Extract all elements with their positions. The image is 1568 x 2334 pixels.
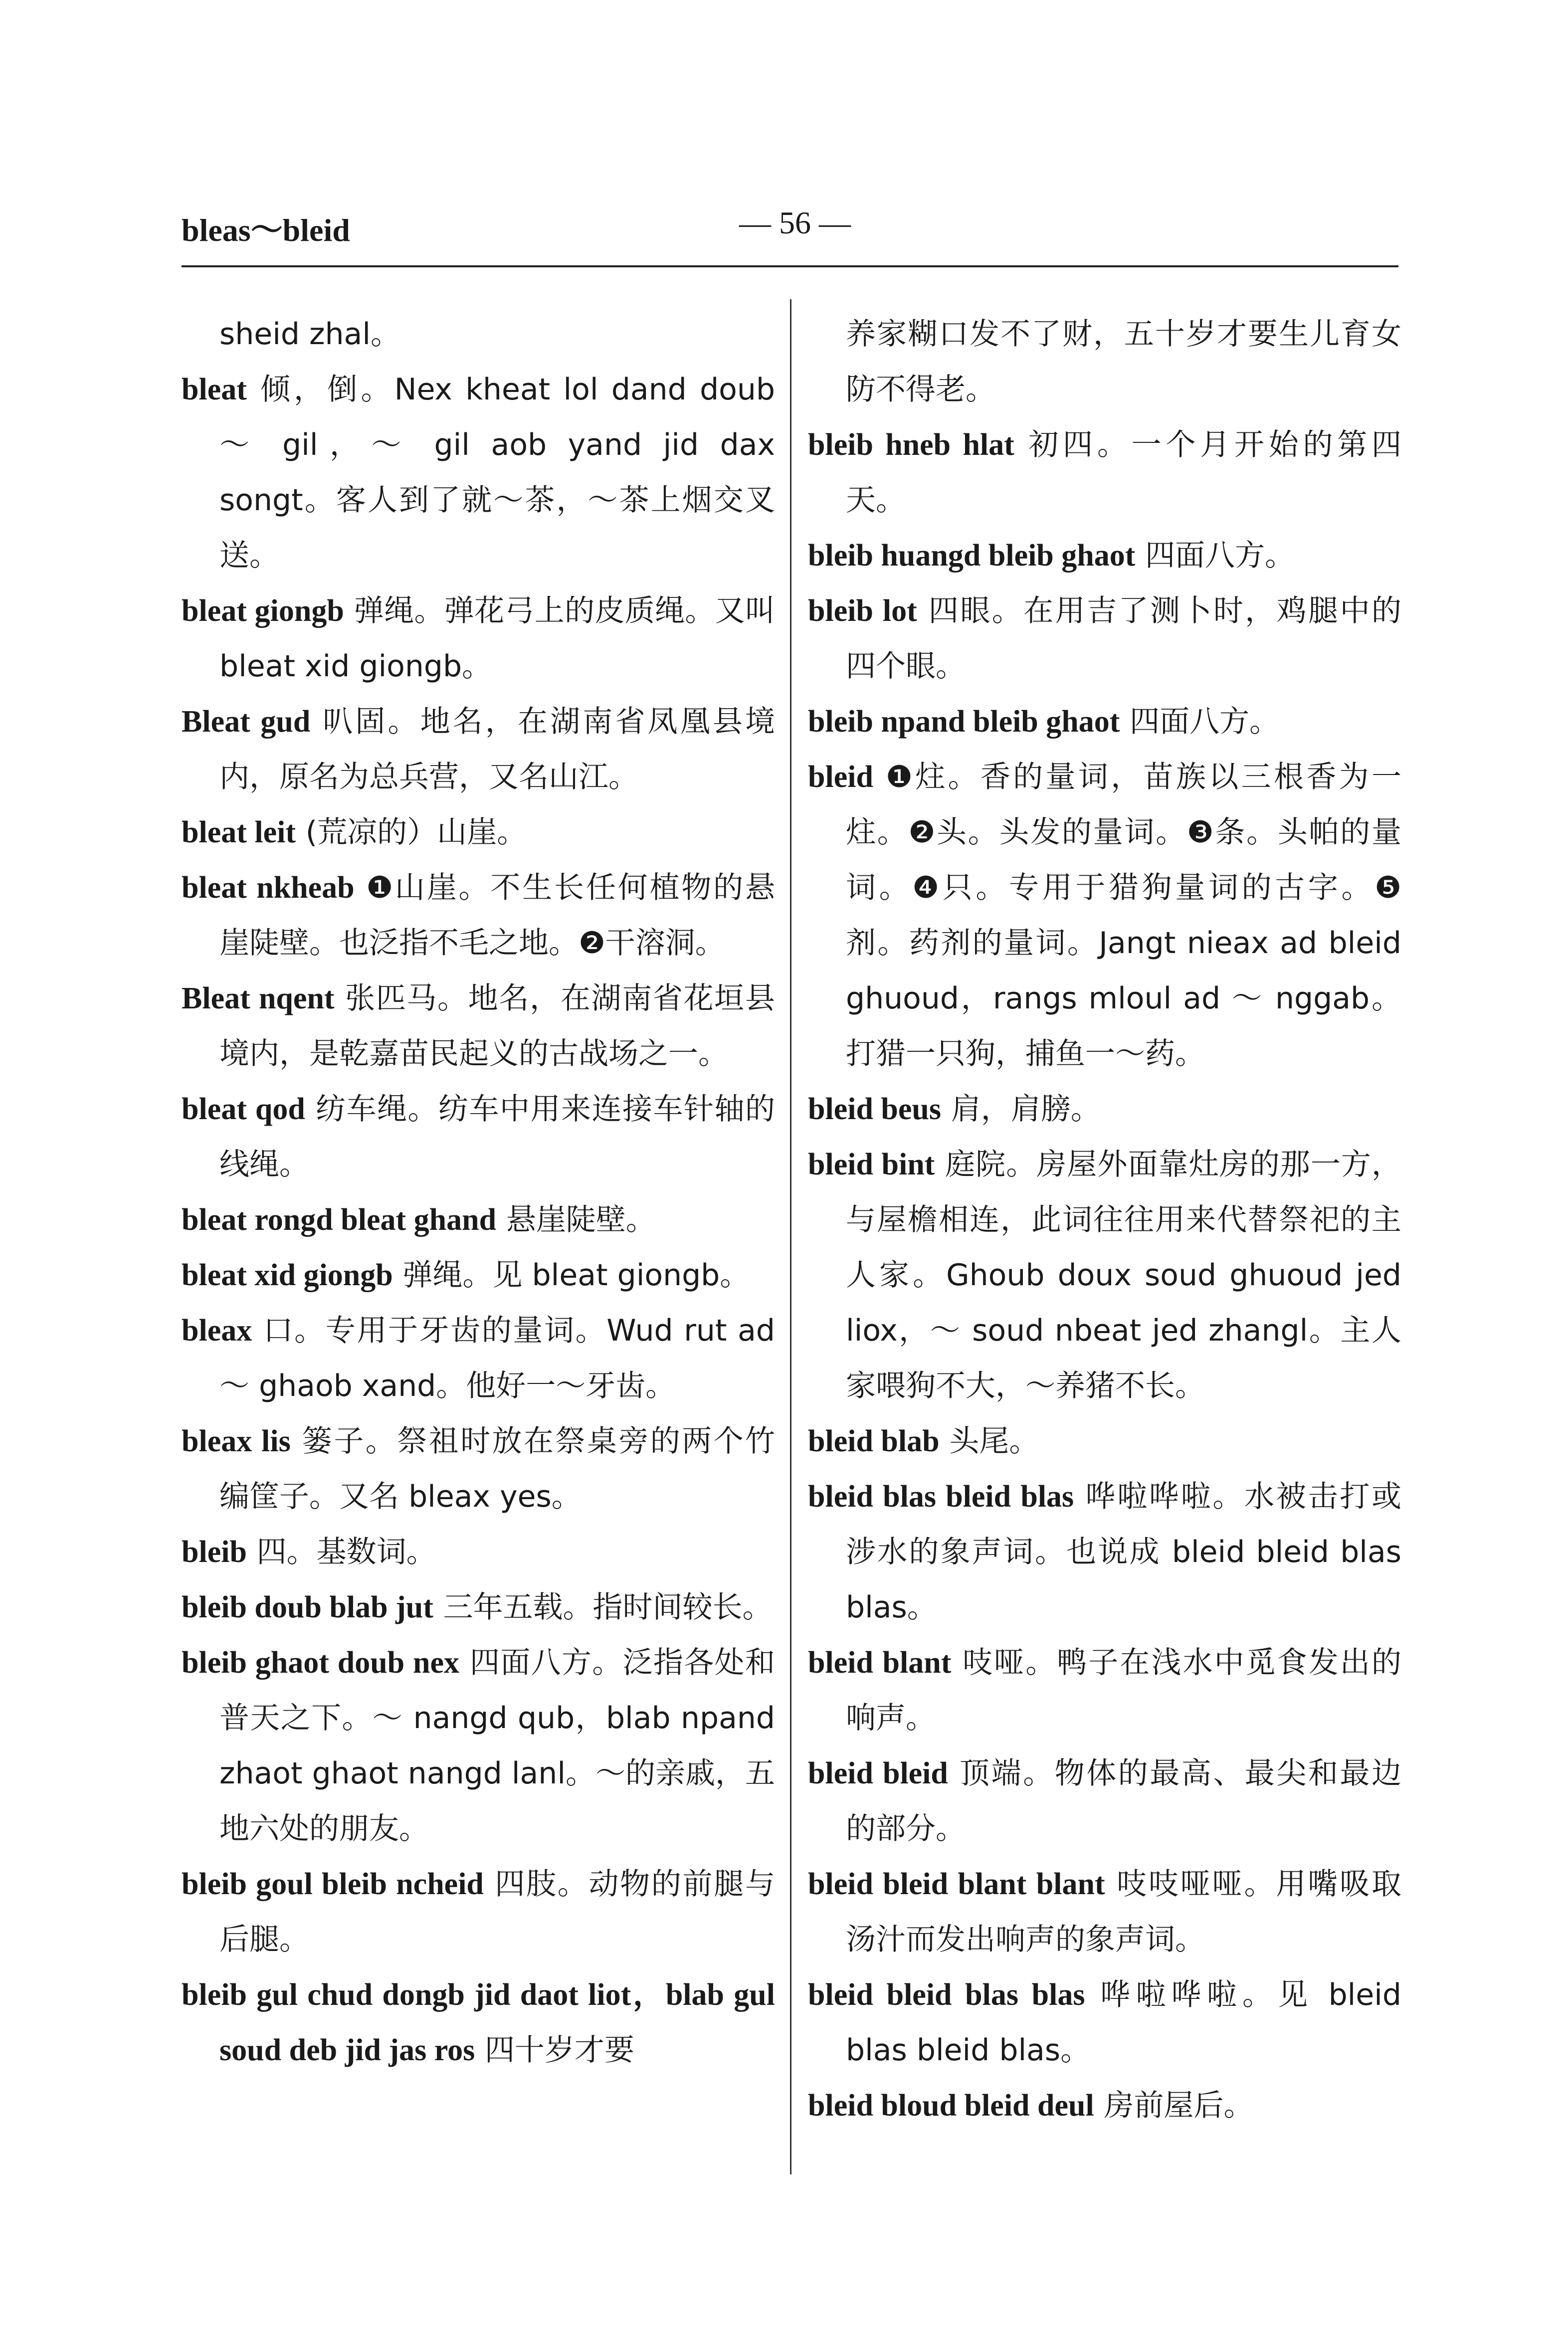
entry-headword: bleid bint (808, 1148, 935, 1181)
entry-definition: 四肢。动物的前腿与后腿。 (219, 1867, 775, 1957)
entry-definition: 肩，肩膀。 (951, 1092, 1101, 1127)
dictionary-entry (808, 2078, 1401, 2133)
entry-definition: 口。专用于牙齿的量词。Wud rut ad ～ ghaob xand。他好一～牙齿。 (219, 1313, 775, 1403)
entry-definition: 四面八方。泛指各处和普天之下。～ nangd qub，blab npand zhaot ghaot nangd lanl。～的亲戚，五地六处的朋友。 (219, 1645, 775, 1846)
entry-definition: 头尾。 (949, 1424, 1039, 1459)
dictionary-entry (182, 971, 775, 1081)
entry-definition: 悬崖陡壁。 (506, 1202, 656, 1237)
entry-headword: bleib npand bleib ghaot (808, 705, 1120, 739)
entry-headword: bleid blant (808, 1646, 952, 1680)
dictionary-entry (182, 1967, 775, 2078)
page-number: — 56 — (739, 205, 851, 240)
dictionary-entry (808, 694, 1401, 749)
entry-definition: ❶炷。香的量词，苗族以三根香为一炷。❷头。头发的量词。❸条。头帕的量词。❹只。专用于猎狗量词的古字。❺剂。药剂的量词。Jangt nieax ad bleid ghuoud，rangs mloul ad ～ nggab。打猎一只狗，捕鱼一～药。 (846, 760, 1401, 1071)
dictionary-entry (808, 749, 1401, 1081)
entry-headword: bleib ghaot doub nex (182, 1646, 459, 1680)
dictionary-entry (182, 1081, 775, 1192)
entry-headword: bleat rongd bleat ghand (182, 1203, 497, 1237)
entry-definition: 房前屋后。 (1104, 2088, 1254, 2123)
dictionary-entry (182, 583, 775, 694)
dictionary-entry (182, 362, 775, 583)
entry-definition: 四。基数词。 (256, 1535, 436, 1569)
entry-definition: 篓子。祭祖时放在祭桌旁的两个竹编筐子。又名 bleax yes。 (219, 1424, 776, 1514)
entry-headword: bleib huangd bleib ghaot (808, 539, 1136, 573)
dictionary-entry (808, 583, 1401, 694)
entry-definition: ❶山崖。不生长任何植物的悬崖陡壁。也泛指不毛之地。❷干溶洞。 (219, 870, 775, 961)
dictionary-entry (182, 1524, 775, 1579)
entry-definition: 初四。一个月开始的第四天。 (846, 427, 1401, 518)
entry-definition: 三年五载。指时间较长。 (443, 1590, 773, 1625)
entry-definition: (荒凉的）山崖。 (305, 815, 527, 850)
entry-headword: bleat qod (182, 1092, 305, 1126)
entry-definition: 四面八方。 (1130, 704, 1280, 739)
dictionary-entry (182, 1635, 775, 1856)
dictionary-entry (808, 1081, 1401, 1137)
entry-headword: bleid bleid blas blas (808, 1978, 1085, 2012)
dictionary-entry (808, 1746, 1401, 1856)
entry-headword: bleid bloud bleid deul (808, 2089, 1094, 2123)
entry-definition: 四十岁才要 (484, 2033, 634, 2068)
dictionary-entry (808, 306, 1401, 417)
entry-headword: bleib lot (808, 594, 917, 628)
entry-definition: sheid zhal。 (219, 317, 400, 352)
dictionary-entry (182, 306, 775, 362)
dictionary-entry (182, 1247, 775, 1303)
running-head: bleas～bleid (182, 212, 350, 248)
entry-headword: bleid bleid blant blant (808, 1867, 1105, 1901)
entry-headword: bleid beus (808, 1092, 942, 1126)
dictionary-entry (182, 694, 775, 804)
entry-headword: bleat leit (182, 815, 296, 849)
dictionary-entry (808, 1137, 1401, 1413)
entry-definition: 顶端。物体的最高、最尖和最边的部分。 (846, 1756, 1402, 1846)
entry-definition: 叭固。地名，在湖南省凤凰县境内，原名为总兵营，又名山江。 (219, 704, 776, 794)
right-column (808, 306, 1401, 2133)
entry-definition: 养家糊口发不了财，五十岁才要生儿育女防不得老。 (846, 317, 1401, 407)
entry-definition: 弹绳。弹花弓上的皮质绳。又叫 bleat xid giongb。 (219, 593, 776, 684)
dictionary-entry (182, 1192, 775, 1247)
entry-headword: bleat (182, 373, 247, 406)
entry-definition: 张匹马。地名，在湖南省花垣县境内，是乾嘉苗民起义的古战场之一。 (219, 981, 776, 1071)
entry-definition: 四面八方。 (1145, 538, 1295, 573)
entry-definition: 弹绳。见 bleat giongb。 (402, 1258, 750, 1293)
entry-definition: 吱吱哑哑。用嘴吸取汤汁而发出响声的象声词。 (846, 1867, 1401, 1957)
entry-headword: bleax (182, 1314, 252, 1348)
dictionary-entry (808, 1413, 1401, 1469)
entry-definition: 哗啦哗啦。水被击打或涉水的象声词。也说成 bleid bleid blas blas。 (846, 1479, 1401, 1625)
dictionary-entry (182, 1303, 775, 1413)
dictionary-entry (808, 528, 1401, 583)
entry-headword: bleid blab (808, 1424, 940, 1458)
dictionary-entry (808, 1856, 1401, 1967)
entry-headword: bleib (182, 1535, 247, 1569)
dictionary-entry (182, 804, 775, 860)
entry-headword: Bleat nqent (182, 981, 335, 1015)
column-divider (790, 299, 791, 2174)
entry-definition: 纺车绳。纺车中用来连接车针轴的线绳。 (219, 1092, 776, 1182)
entry-headword: bleat nkheab (182, 871, 355, 905)
entry-definition: 庭院。房屋外面靠灶房的那一方，与屋檐相连，此词往往用来代替祭祀的主人家。Ghoub doux soud ghuoud jed liox，～ soud nbeat jed zhangl。主人家喂狗不大，～养猪不长。 (846, 1147, 1401, 1403)
entry-headword: bleib goul bleib ncheid (182, 1867, 484, 1901)
dictionary-entry (808, 1635, 1401, 1746)
entry-headword: bleib hneb hlat (808, 428, 1014, 462)
dictionary-entry (182, 1579, 775, 1635)
entry-definition: 倾，倒。Nex kheat lol dand doub ～ gil，～ gil aob yand jid dax songt。客人到了就～茶，～茶上烟交叉送。 (219, 372, 775, 573)
entry-definition: 四眼。在用吉了测卜时，鸡腿中的四个眼。 (846, 593, 1402, 684)
left-column (182, 306, 775, 2078)
dictionary-entry (808, 1469, 1401, 1635)
entry-headword: bleib doub blab jut (182, 1590, 433, 1624)
dictionary-entry (182, 1856, 775, 1967)
entry-headword: bleax lis (182, 1424, 291, 1458)
entry-headword: bleid blas bleid blas (808, 1480, 1074, 1514)
entry-headword: bleat giongb (182, 594, 344, 628)
page-header (182, 199, 1398, 249)
dictionary-entry (182, 1413, 775, 1524)
entry-headword: bleib gul chud dongb jid daot liot，blab gul soud deb jid jas ros (182, 1978, 775, 2067)
dictionary-entry (808, 1967, 1401, 2078)
entry-definition: 吱哑。鸭子在浅水中觅食发出的响声。 (846, 1645, 1401, 1736)
dictionary-entry (808, 417, 1401, 528)
entry-headword: Bleat gud (182, 705, 311, 739)
entry-headword: bleid (808, 760, 873, 794)
entry-definition: 哗啦哗啦。见 bleid blas bleid blas。 (846, 1977, 1401, 2068)
entry-headword: bleid bleid (808, 1756, 948, 1790)
entry-headword: bleat xid giongb (182, 1258, 393, 1292)
dictionary-entry (182, 860, 775, 971)
header-rule (182, 265, 1398, 267)
